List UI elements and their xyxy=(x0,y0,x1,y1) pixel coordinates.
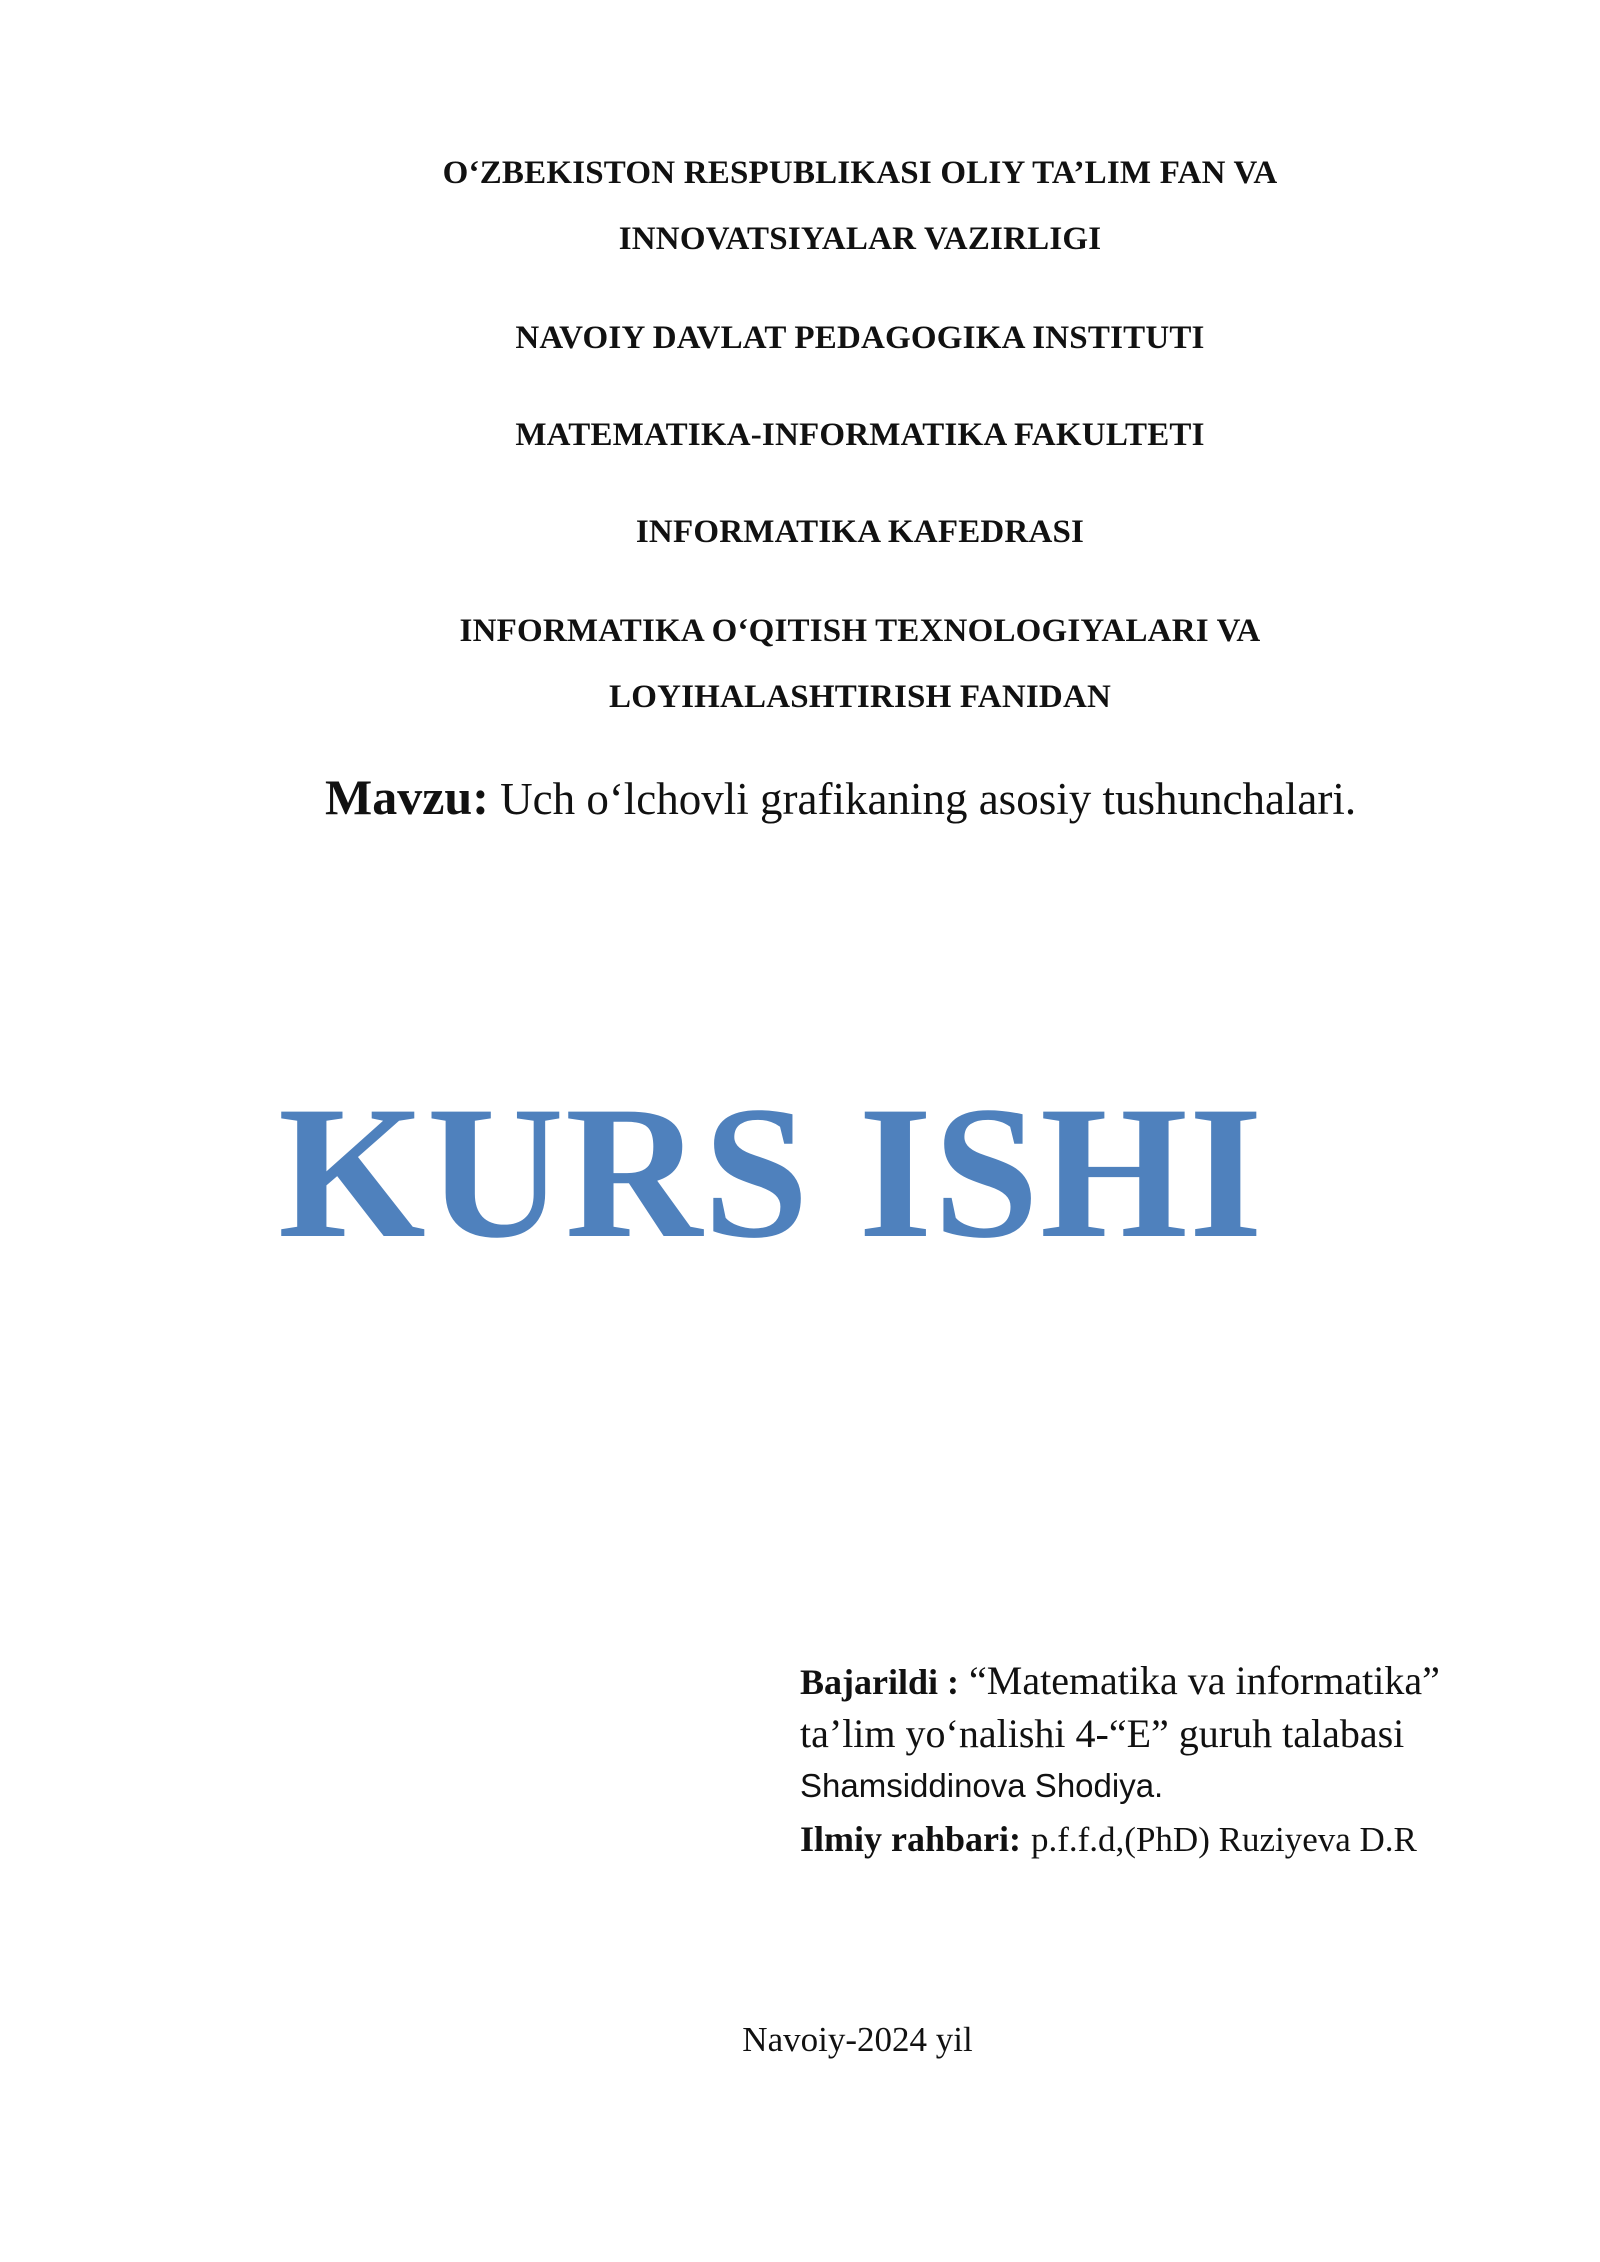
department-name: INFORMATIKA KAFEDRASI xyxy=(635,514,1085,550)
document-title: KURS ISHI xyxy=(278,1068,1264,1278)
author-info xyxy=(800,1655,1440,1866)
topic-label: Mavzu: xyxy=(325,769,489,825)
performed-label: Bajarildi : xyxy=(800,1662,959,1702)
subject-heading xyxy=(260,598,1460,730)
performed-value: “Matematika va informatika” xyxy=(969,1658,1440,1703)
supervisor-label: Ilmiy rahbari: xyxy=(800,1819,1021,1859)
subject-line-2: LOYIHALASHTIRISH FANIDAN xyxy=(608,679,1112,715)
topic xyxy=(325,768,1356,826)
place-year: Navoiy-2024 yil xyxy=(742,2020,973,2059)
ministry-line-2: INNOVATSIYALAR VAZIRLIGI xyxy=(618,221,1102,257)
supervisor-line xyxy=(800,1812,1440,1866)
faculty-heading xyxy=(260,402,1460,468)
ministry-heading xyxy=(260,140,1460,272)
subject-line-1: INFORMATIKA O‘QITISH TEXNOLOGIYALARI VA xyxy=(459,613,1261,649)
ministry-line-1: O‘ZBEKISTON RESPUBLIKASI OLIY TA’LIM FAN VA xyxy=(442,155,1278,191)
performed-line xyxy=(800,1655,1440,1708)
department-heading xyxy=(260,499,1460,565)
group-line: ta’lim yo‘nalishi 4-“E” guruh talabasi xyxy=(800,1711,1405,1756)
institute-heading xyxy=(260,305,1460,371)
institute-name: NAVOIY DAVLAT PEDAGOGIKA INSTITUTI xyxy=(515,320,1205,356)
faculty-name: MATEMATIKA-INFORMATIKA FAKULTETI xyxy=(515,417,1205,453)
student-name: Shamsiddinova Shodiya. xyxy=(800,1767,1164,1804)
supervisor-value: p.f.f.d,(PhD) Ruziyeva D.R xyxy=(1031,1820,1417,1859)
topic-text: Uch o‘lchovli grafikaning asosiy tushunchalari. xyxy=(500,774,1357,824)
